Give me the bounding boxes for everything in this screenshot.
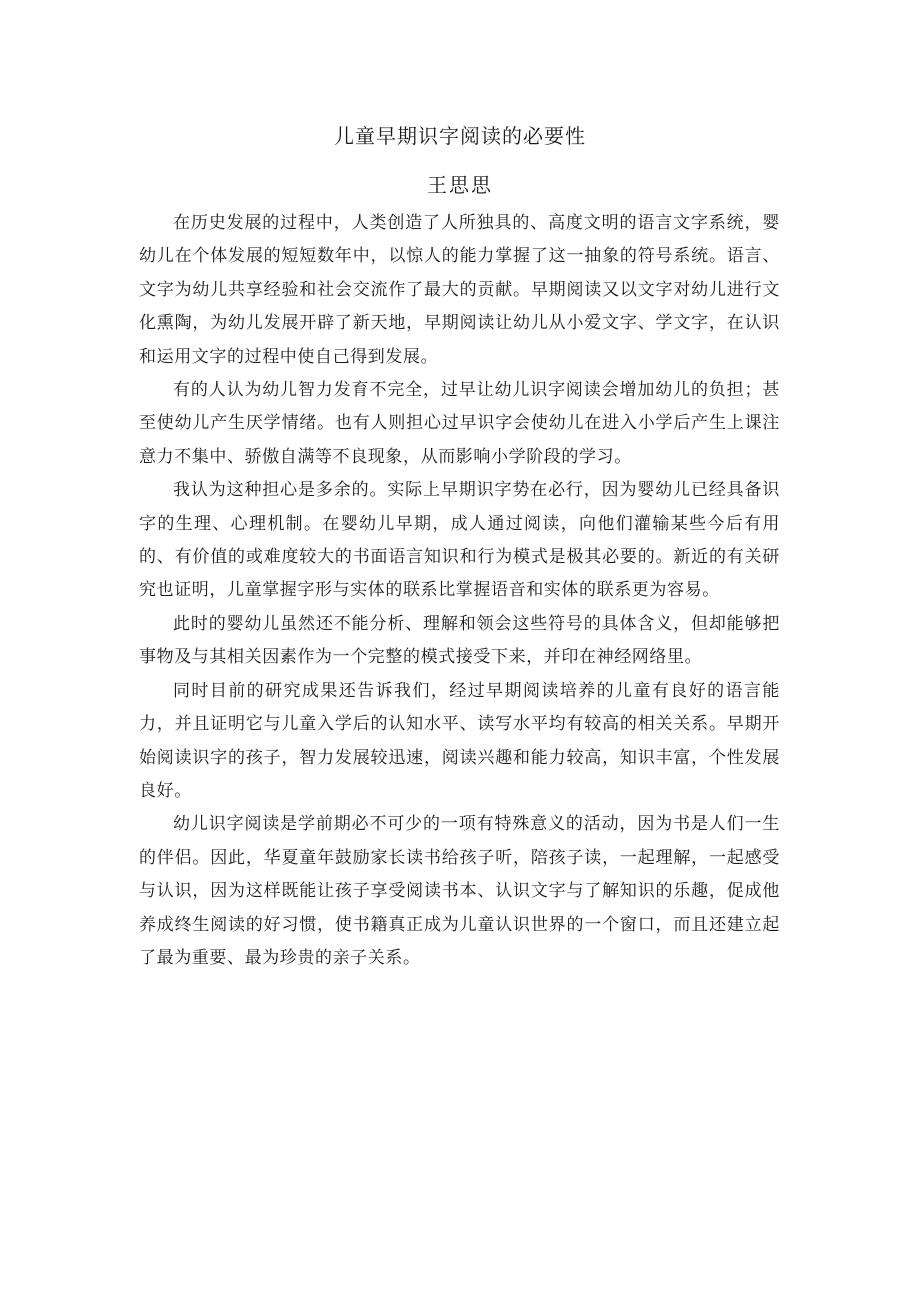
- page-title: 儿童早期识字阅读的必要性: [334, 124, 586, 148]
- paragraph-4: 此时的婴幼儿虽然还不能分析、理解和领会这些符号的具体含义，但却能够把事物及与其相关因素作为一个完整的模式接受下来，并印在神经网络里。: [139, 613, 780, 668]
- paragraph-5: 同时目前的研究成果还告诉我们，经过早期阅读培养的儿童有良好的语言能力，并且证明它与儿童入学后的认知水平、读写水平均有较高的相关关系。早期开始阅读识字的孩子，智力发展较迅速，阅读兴趣和能力较高，知识丰富，个性发展良好。: [139, 680, 780, 801]
- paragraph-3: 我认为这种担心是多余的。实际上早期识字势在必行，因为婴幼儿已经具备识字的生理、心理机制。在婴幼儿早期，成人通过阅读，向他们灌输某些今后有用的、有价值的或难度较大的书面语言知识和行为模式是极其必要的。新近的有关研究也证明，儿童掌握字形与实体的联系比掌握语音和实体的联系更为容易。: [139, 480, 780, 601]
- paragraph-1: 在历史发展的过程中，人类创造了人所独具的、高度文明的语言文字系统，婴幼儿在个体发展的短短数年中，以惊人的能力掌握了这一抽象的符号系统。语言、文字为幼儿共享经验和社会交流作了最大的贡献。早期阅读又以文字对幼儿进行文化熏陶，为幼儿发展开辟了新天地，早期阅读让幼儿从小爱文字、学文字，在认识和运用文字的过程中使自己得到发展。: [139, 213, 780, 367]
- paragraph-2: 有的人认为幼儿智力发育不完全，过早让幼儿识字阅读会增加幼儿的负担；甚至使幼儿产生厌学情绪。也有人则担心过早识字会使幼儿在进入小学后产生上课注意力不集中、骄傲自满等不良现象，从而影响小学阶段的学习。: [139, 380, 780, 467]
- article-body: [139, 207, 780, 975]
- paragraph-6: 幼儿识字阅读是学前期必不可少的一项有特殊意义的活动，因为书是人们一生的伴侣。因此，华夏童年鼓励家长读书给孩子听，陪孩子读，一起理解，一起感受与认识，因为这样既能让孩子享受阅读书本、认识文字与了解知识的乐趣，促成他养成终生阅读的好习惯，使书籍真正成为儿童认识世界的一个窗口，而且还建立起了最为重要、最为珍贵的亲子关系。: [139, 814, 780, 968]
- author-name: 王思思: [427, 173, 493, 197]
